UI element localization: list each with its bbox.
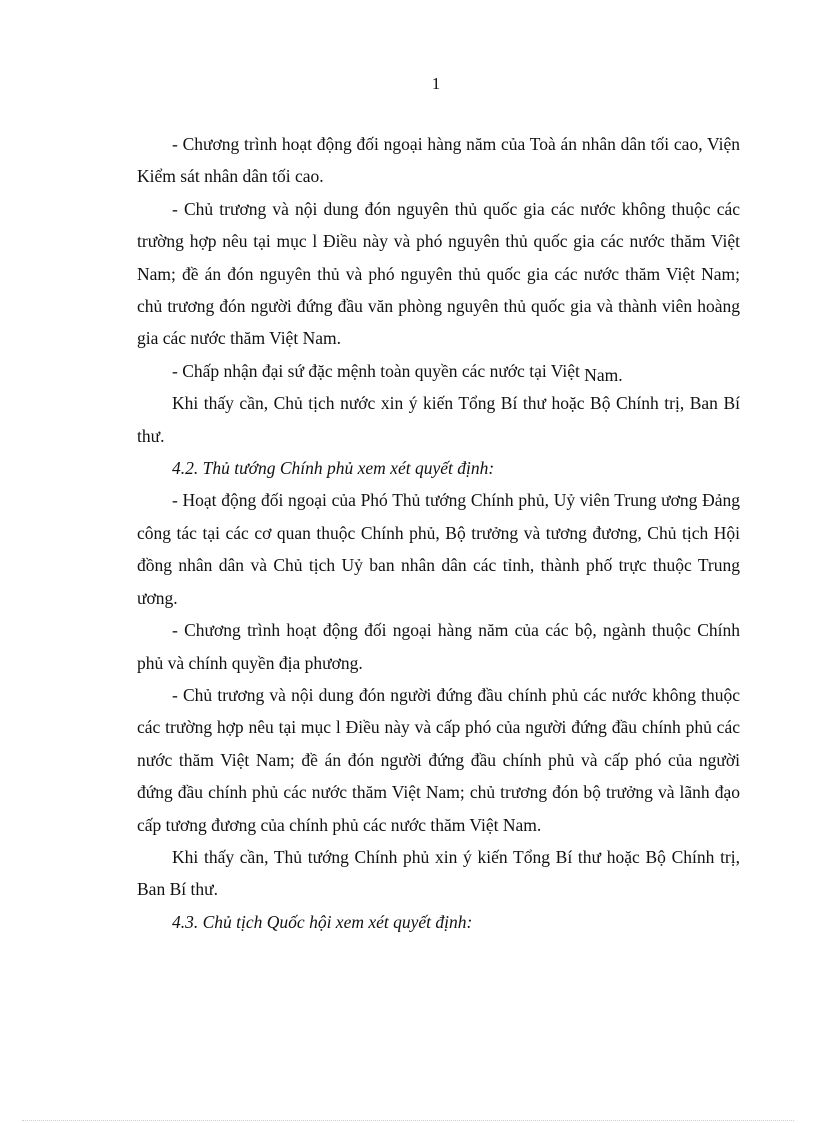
document-body xyxy=(137,128,740,938)
paragraph-deputy-pm-activities: - Hoạt động đối ngoại của Phó Thủ tướng Chính phủ, Uỷ viên Trung ương Đảng công tác tại các cơ quan thuộc Chính phủ, Bộ trưởng và tương đương, Chủ tịch Hội đồng nhân dân và Chủ tịch Uỷ ban nhân dân các tỉnh, thành phố trực thuộc Trung ương. xyxy=(137,490,740,608)
section-heading-4-2: 4.2. Thủ tướng Chính phủ xem xét quyết định: xyxy=(172,458,495,479)
paragraph-supreme-court-program: - Chương trình hoạt động đối ngoại hàng năm của Toà án nhân dân tối cao, Viện Kiểm sát nhân dân tối cao. xyxy=(137,134,740,187)
page-bottom-divider xyxy=(22,1120,794,1121)
paragraph-president-consult: Khi thấy cần, Chủ tịch nước xin ý kiến Tổng Bí thư hoặc Bộ Chính trị, Ban Bí thư. xyxy=(137,393,740,446)
paragraph-ambassador-acceptance xyxy=(137,355,740,387)
section-heading-4-3: 4.3. Chủ tịch Quốc hội xem xét quyết định: xyxy=(172,911,473,932)
ambassador-text-lowered: Nam. xyxy=(584,364,623,385)
paragraph-head-of-state-reception: - Chủ trương và nội dung đón nguyên thủ quốc gia các nước không thuộc các trường hợp nêu tại mục l Điều này và phó nguyên thủ quốc gia các nước thăm Việt Nam; đề án đón nguyên thủ và phó nguyên thủ quốc gia các nước thăm Việt Nam; chủ trương đón người đứng đầu văn phòng nguyên thủ quốc gia và thành viên hoàng gia các nước thăm Việt Nam. xyxy=(137,198,740,349)
page-number: 1 xyxy=(431,74,441,93)
paragraph-head-of-government-reception: - Chủ trương và nội dung đón người đứng đầu chính phủ các nước không thuộc các trường hợp nêu tại mục l Điều này và cấp phó của người đứng đầu chính phủ các nước thăm Việt Nam; đề án đón người đứng đầu chính phủ và cấp phó của người đứng đầu chính phủ các nước thăm Việt Nam; chủ trương đón bộ trưởng và lãnh đạo cấp tương đương của chính phủ các nước thăm Việt Nam. xyxy=(137,684,740,835)
paragraph-ministries-program: - Chương trình hoạt động đối ngoại hàng năm của các bộ, ngành thuộc Chính phủ và chính quyền địa phương. xyxy=(137,620,740,673)
ambassador-text: - Chấp nhận đại sứ đặc mệnh toàn quyền các nước tại Việt xyxy=(172,360,585,381)
paragraph-pm-consult: Khi thấy cần, Thủ tướng Chính phủ xin ý kiến Tổng Bí thư hoặc Bộ Chính trị, Ban Bí thư. xyxy=(137,846,740,900)
